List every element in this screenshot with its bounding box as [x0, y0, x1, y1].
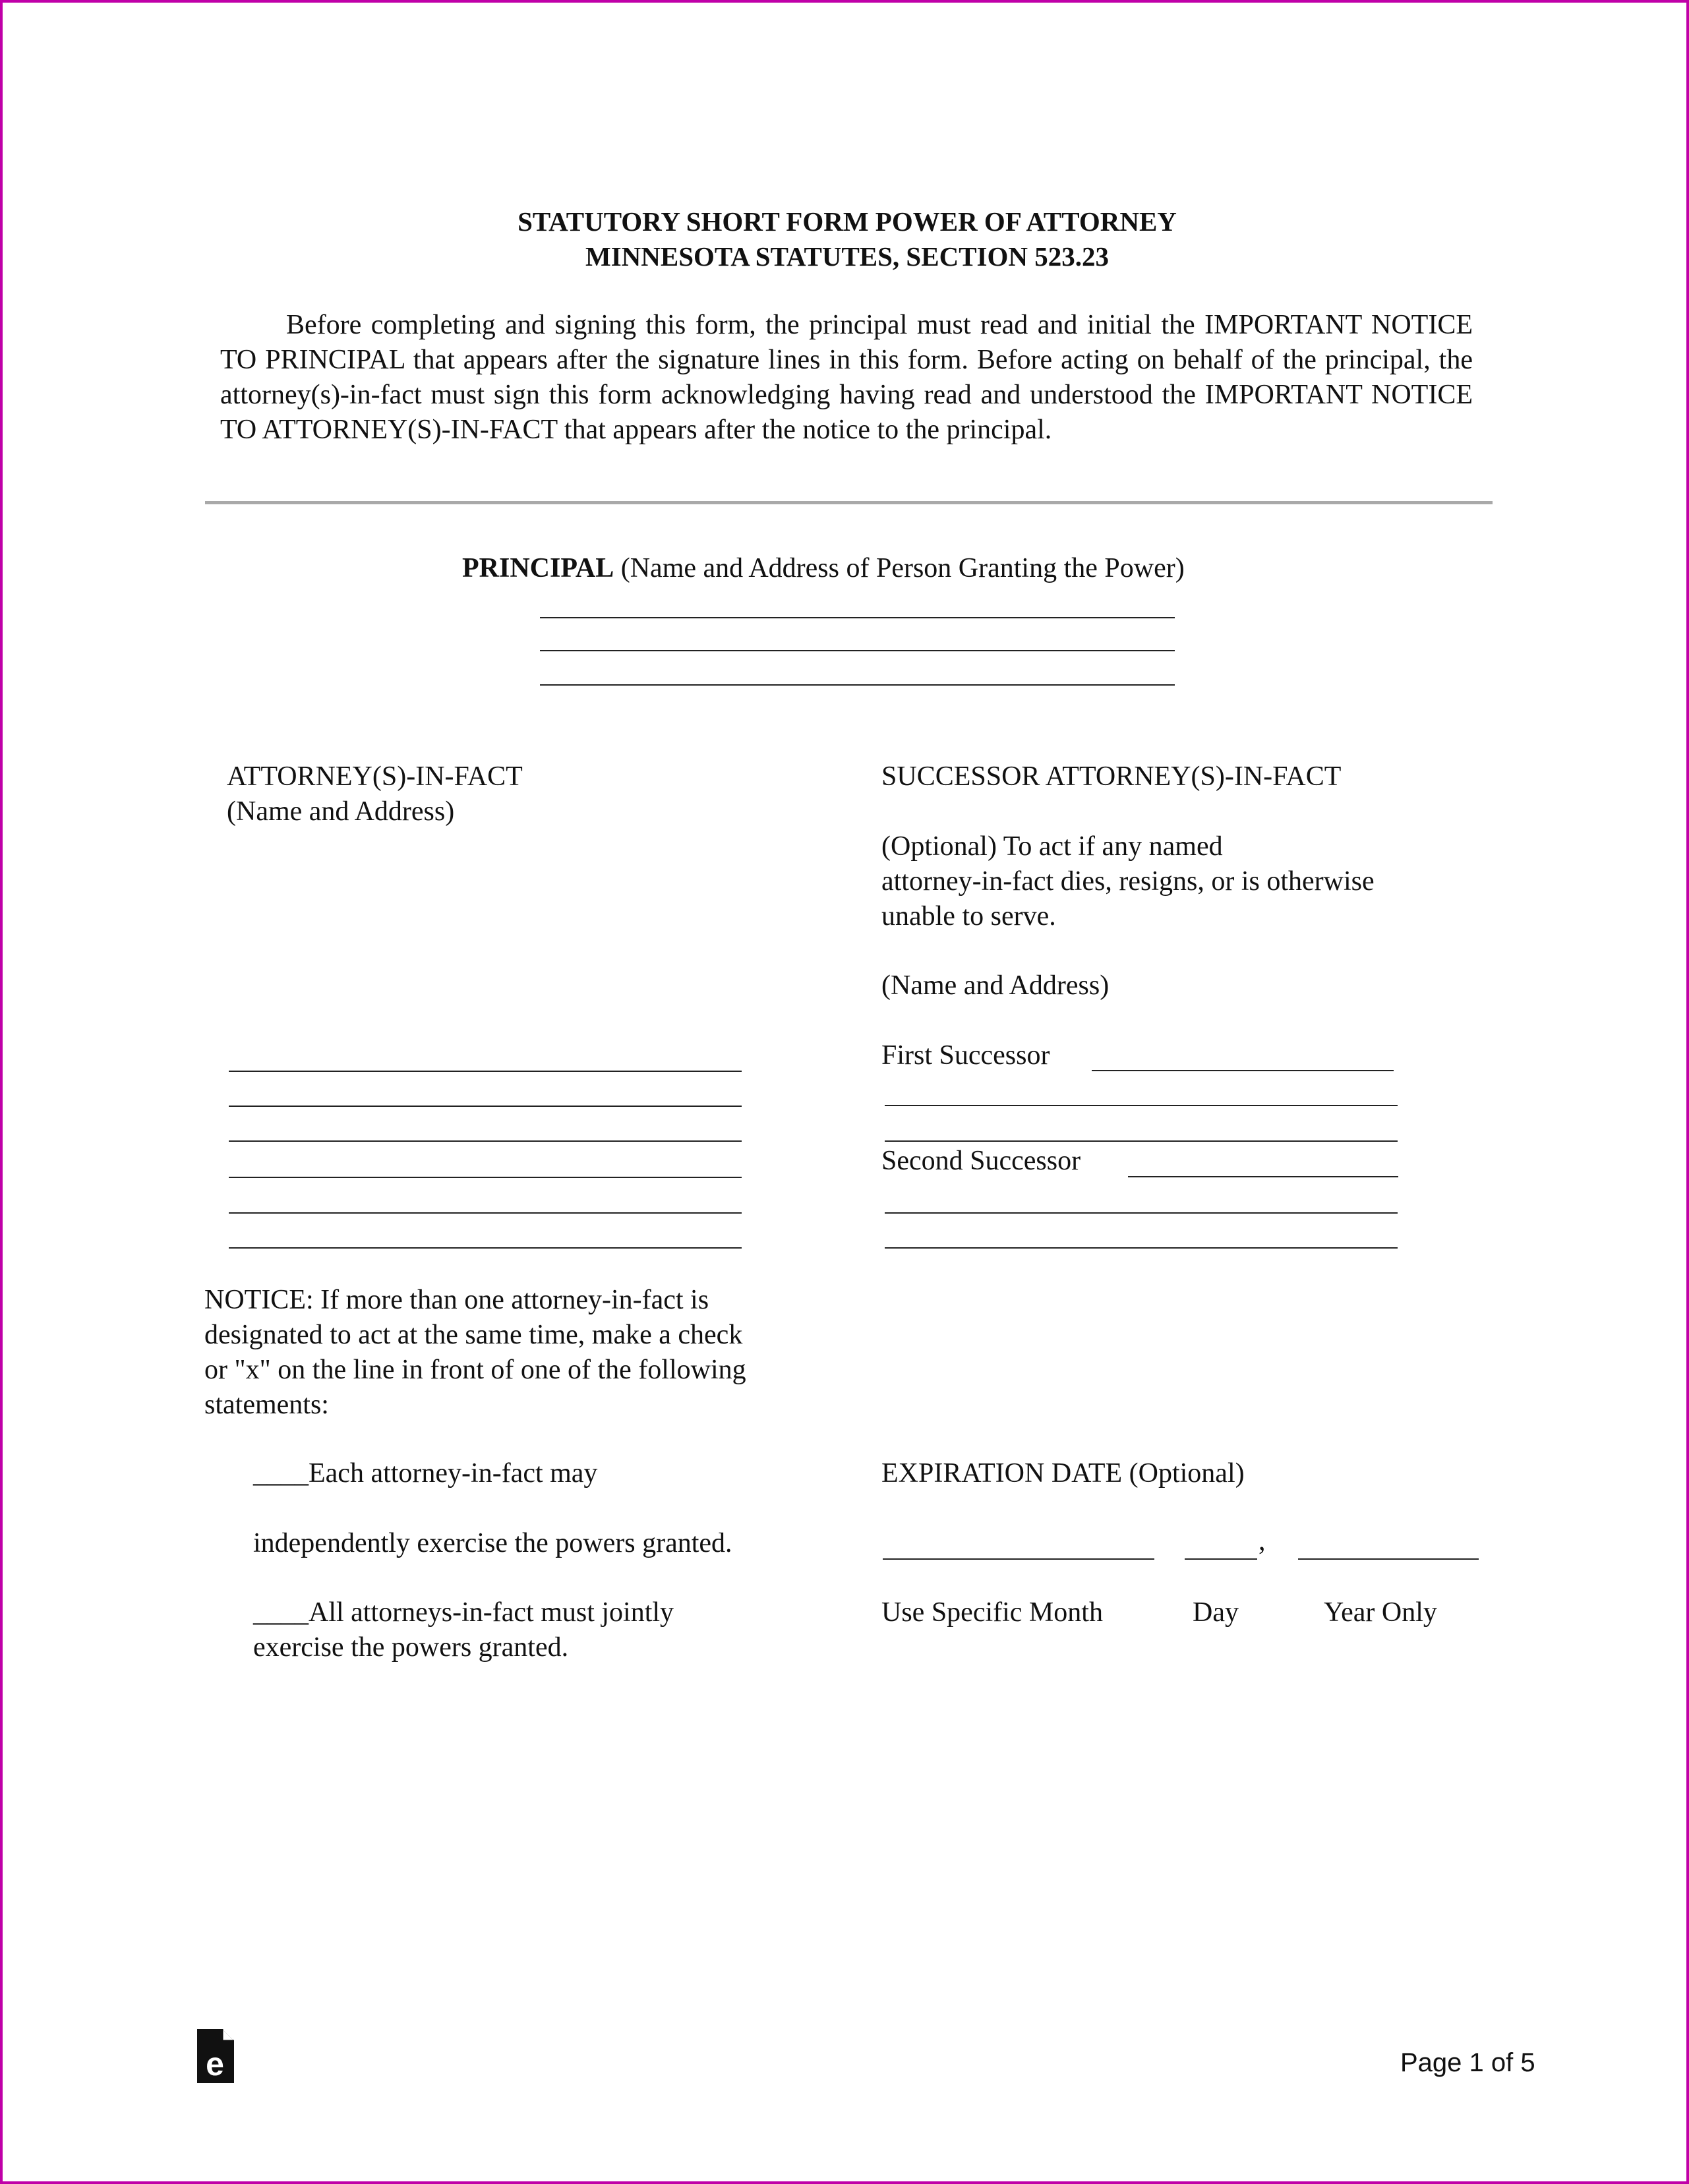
first-successor-line-2[interactable] — [885, 1105, 1398, 1106]
expiration-day-line[interactable] — [1185, 1558, 1257, 1560]
page-indicator: Page 1 of 5 — [1400, 2048, 1535, 2077]
principal-heading — [462, 551, 1185, 586]
attorney-line-1[interactable] — [229, 1071, 742, 1072]
expiration-year-label: Year Only — [1324, 1597, 1437, 1628]
expiration-heading: EXPIRATION DATE (Optional) — [881, 1458, 1245, 1489]
expiration-day-label: Day — [1193, 1597, 1239, 1628]
expiration-year-line[interactable] — [1298, 1558, 1479, 1560]
second-successor-line-3[interactable] — [885, 1247, 1398, 1249]
second-successor-line-2[interactable] — [885, 1212, 1398, 1214]
principal-description: (Name and Address of Person Granting the Power) — [620, 553, 1185, 583]
option-each-independent[interactable] — [253, 1456, 597, 1491]
document-subtitle: MINNESOTA STATUTES, SECTION 523.23 — [585, 241, 1109, 272]
second-successor-line-1[interactable] — [1128, 1176, 1398, 1177]
intro-paragraph: Before completing and signing this form, the principal must read and initial the IMPORTANT NOTICE TO PRINCIPAL that appears after the signature lines in this form. Before acting on behalf of the principal, the attorney(s)-in-fact must sign this form acknowledging having read and understood the IMPORTANT NOTICE TO ATTORNEY(S)-IN-FACT that appears after the notice to the principal. — [220, 310, 1473, 445]
option-each-checkbox-line[interactable]: ____ — [253, 1458, 309, 1489]
first-successor-label: First Successor — [881, 1040, 1050, 1071]
option-all-text-continued: exercise the powers granted. — [253, 1632, 569, 1663]
principal-label: PRINCIPAL — [462, 553, 614, 583]
first-successor-line-1[interactable] — [1092, 1070, 1394, 1071]
principal-name-line-2[interactable] — [540, 650, 1175, 651]
expiration-comma: , — [1259, 1526, 1266, 1556]
attorney-line-2[interactable] — [229, 1106, 742, 1107]
option-all-text: All attorneys-in-fact must jointly — [309, 1597, 674, 1628]
attorney-line-3[interactable] — [229, 1140, 742, 1142]
principal-name-line-1[interactable] — [540, 617, 1175, 618]
notice-line-2: designated to act at the same time, make a check — [204, 1320, 743, 1350]
successor-optional-line-3: unable to serve. — [881, 901, 1056, 931]
document-title: STATUTORY SHORT FORM POWER OF ATTORNEY — [518, 206, 1177, 237]
successor-heading: SUCCESSOR ATTORNEY(S)-IN-FACT — [881, 761, 1342, 792]
successor-optional-line-2: attorney-in-fact dies, resigns, or is otherwise — [881, 866, 1375, 897]
first-successor-line-3[interactable] — [885, 1140, 1398, 1142]
attorney-heading: ATTORNEY(S)-IN-FACT — [227, 761, 523, 792]
notice-line-4: statements: — [204, 1390, 329, 1420]
successor-name-address-label: (Name and Address) — [881, 970, 1110, 1001]
successor-optional-line-1: (Optional) To act if any named — [881, 831, 1223, 862]
principal-name-line-3[interactable] — [540, 684, 1175, 686]
expiration-month-line[interactable] — [883, 1558, 1154, 1560]
document-logo-icon — [196, 2028, 235, 2084]
attorney-subheading: (Name and Address) — [227, 796, 455, 827]
section-divider — [205, 501, 1493, 504]
attorney-line-5[interactable] — [229, 1212, 742, 1214]
notice-line-1: NOTICE: If more than one attorney-in-fact is — [204, 1285, 709, 1315]
attorney-line-6[interactable] — [229, 1247, 742, 1249]
option-all-checkbox-line[interactable]: ____ — [253, 1597, 309, 1628]
attorney-line-4[interactable] — [229, 1177, 742, 1178]
option-each-text: Each attorney-in-fact may — [309, 1458, 598, 1489]
notice-line-3: or "x" on the line in front of one of the following — [204, 1355, 746, 1385]
eforms-logo-icon — [196, 2028, 235, 2084]
expiration-month-label: Use Specific Month — [881, 1597, 1103, 1628]
option-each-text-continued: independently exercise the powers granted. — [253, 1528, 732, 1558]
logo-letter: e — [206, 2046, 224, 2082]
second-successor-label: Second Successor — [881, 1146, 1081, 1176]
option-all-jointly[interactable] — [253, 1595, 674, 1630]
